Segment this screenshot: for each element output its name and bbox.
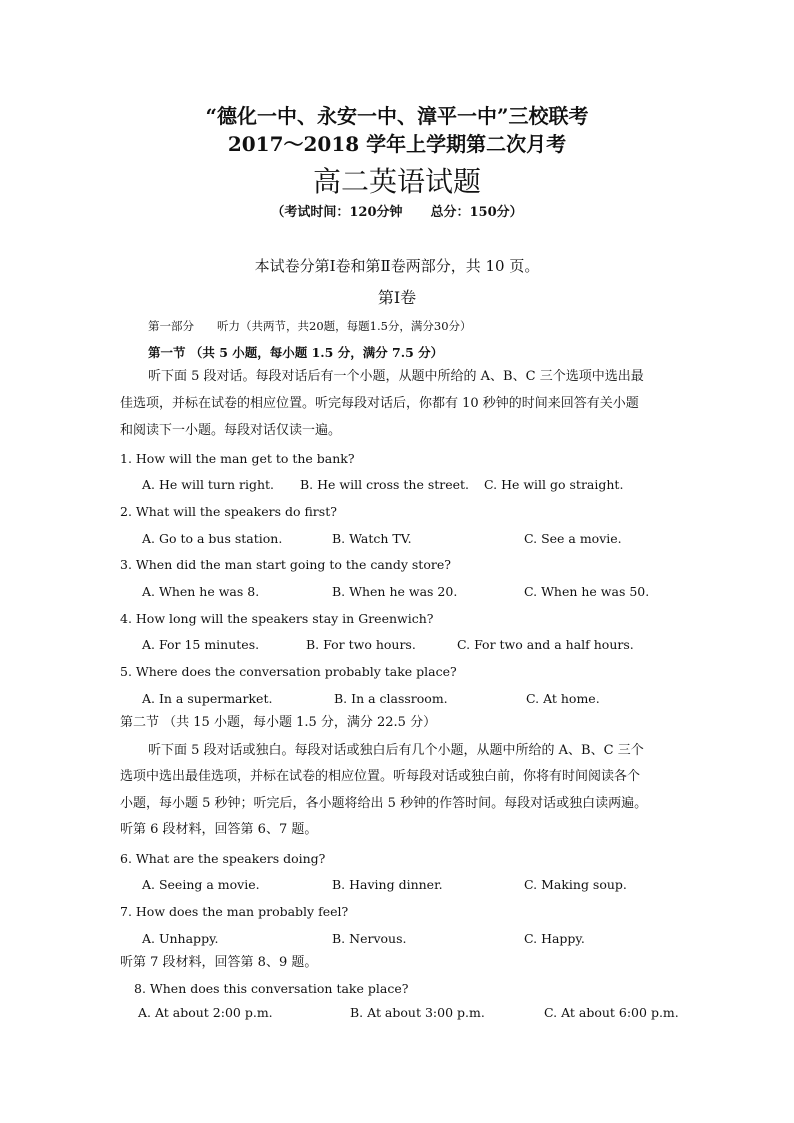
question-text: 6. What are the speakers doing?	[120, 851, 326, 866]
option-b: B. Nervous.	[332, 931, 407, 946]
option-c: C. Making soup.	[524, 877, 627, 892]
option-a: A. Seeing a movie.	[142, 877, 260, 892]
option-c: C. See a movie.	[524, 531, 622, 546]
option-c: C. Happy.	[524, 931, 585, 946]
section2-instruction-line: 听下面 5 段对话或独白。每段对话或独白后有几个小题，从题中所给的 A、B、C 三个	[148, 743, 644, 758]
option-a: A. At about 2:00 p.m.	[138, 1005, 273, 1020]
schools-title: “德化一中、永安一中、漳平一中”三校联考	[205, 104, 589, 128]
question-text: 4. How long will the speakers stay in Greenwich?	[120, 611, 434, 626]
section1-instruction-line: 听下面 5 段对话。每段对话后有一个小题，从题中所给的 A、B、C 三个选项中选出最	[148, 369, 644, 384]
option-b: B. Having dinner.	[332, 877, 443, 892]
option-b: B. At about 3:00 p.m.	[350, 1005, 485, 1020]
option-b: B. When he was 20.	[332, 584, 458, 599]
question-text: 7. How does the man probably feel?	[120, 904, 349, 919]
exam-meta	[0, 201, 794, 220]
part1-heading: 第一部分 听力（共两节，共20题，每题1.5分，满分30分）	[148, 319, 472, 333]
option-c: C. At about 6:00 p.m.	[544, 1005, 679, 1020]
section1-heading: 第一节 （共 5 小题，每小题 1.5 分，满分 7.5 分）	[148, 345, 444, 360]
exam-score: 总分：150分）	[430, 205, 523, 220]
term-title: 2017～2018 学年上学期第二次月考	[227, 132, 567, 156]
option-a: A. Unhappy.	[142, 931, 219, 946]
option-c: C. For two and a half hours.	[457, 637, 634, 652]
section2-heading: 第二节 （共 15 小题，每小题 1.5 分，满分 22.5 分）	[120, 715, 437, 730]
option-a: A. For 15 minutes.	[142, 637, 260, 652]
section2-instruction-line: 小题，每小题 5 秒钟；听完后，各小题将给出 5 秒钟的作答时间。每段对话或独白读两遍。	[120, 796, 648, 811]
option-b: B. He will cross the street.	[300, 477, 470, 492]
option-c: C. He will go straight.	[484, 477, 624, 492]
option-b: B. For two hours.	[306, 637, 416, 652]
material-instruction: 听第 7 段材料，回答第 8、9 题。	[120, 955, 318, 970]
option-b: B. Watch TV.	[332, 531, 412, 546]
option-c: C. When he was 50.	[524, 584, 650, 599]
question-text: 1. How will the man get to the bank?	[120, 451, 355, 466]
section1-instruction-line: 佳选项，并标在试卷的相应位置。听完每段对话后，你都有 10 秒钟的时间来回答有关小题	[120, 396, 639, 411]
option-a: A. He will turn right.	[142, 477, 275, 492]
section1-instruction-line: 和阅读下一小题。每段对话仅读一遍。	[120, 423, 342, 438]
section2-instruction-line: 听第 6 段材料，回答第 6、7 题。	[120, 822, 318, 837]
volume-heading: 第Ⅰ卷	[377, 288, 417, 307]
option-a: A. In a supermarket.	[142, 691, 273, 706]
question-text: 2. What will the speakers do first?	[120, 504, 337, 519]
option-a: A. Go to a bus station.	[142, 531, 283, 546]
exam-title: 高二英语试题	[312, 165, 481, 198]
question-text: 8. When does this conversation take place?	[134, 981, 409, 996]
question-text: 3. When did the man start going to the candy store?	[120, 557, 451, 572]
option-b: B. In a classroom.	[334, 691, 448, 706]
paper-intro: 本试卷分第Ⅰ卷和第Ⅱ卷两部分，共 10 页。	[254, 257, 540, 275]
section2-instruction-line: 选项中选出最佳选项，并标在试卷的相应位置。听每段对话或独白前，你将有时间阅读各个	[120, 769, 641, 784]
question-text: 5. Where does the conversation probably take place?	[120, 664, 457, 679]
option-c: C. At home.	[526, 691, 600, 706]
option-a: A. When he was 8.	[142, 584, 260, 599]
exam-time: （考试时间：120分钟	[271, 205, 403, 220]
